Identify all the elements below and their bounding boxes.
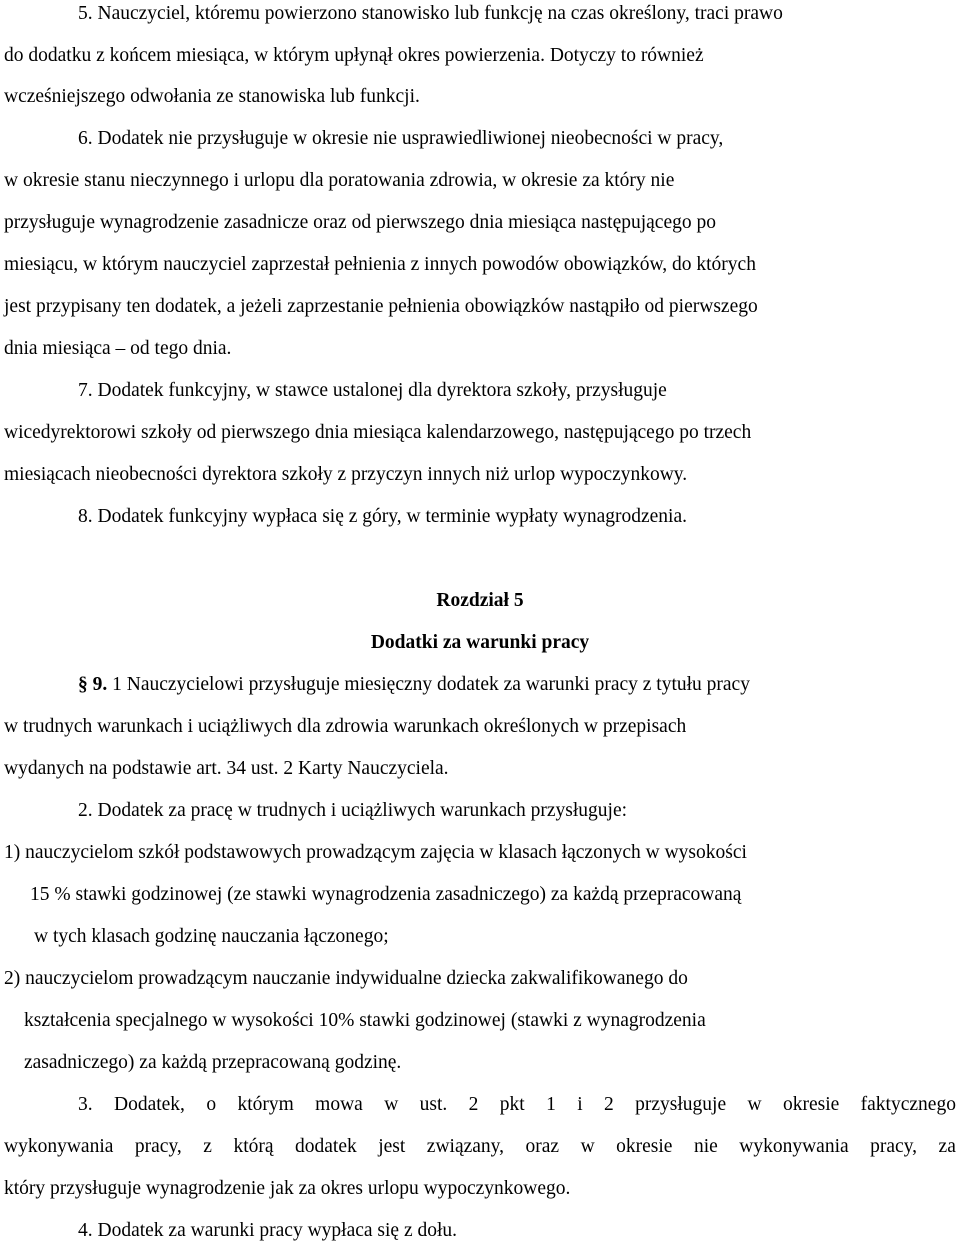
- paragraph-6-line-2: w okresie stanu nieczynnego i urlopu dla poratowania zdrowia, w okresie za który nie: [4, 170, 675, 191]
- paragraph-6-line-3: przysługuje wynagrodzenie zasadnicze oraz od pierwszego dnia miesiąca następującego po: [4, 212, 716, 233]
- section-9-mark: § 9.: [78, 674, 108, 695]
- section-9-line-2: w trudnych warunkach i uciążliwych dla zdrowia warunkach określonych w przepisach: [4, 716, 687, 737]
- justified-word: pracy,: [134, 1136, 182, 1157]
- justified-word: okresie: [616, 1136, 673, 1157]
- justified-word: którą: [233, 1136, 274, 1157]
- justified-word: 1: [546, 1094, 556, 1115]
- list-item-1-line-3: w tych klasach godzinę nauczania łączonego;: [34, 926, 389, 947]
- justified-word: w: [747, 1094, 762, 1115]
- section-9-line-1: [78, 673, 750, 697]
- paragraph-7-line-2: wicedyrektorowi szkoły od pierwszego dnia miesiąca kalendarzowego, następującego po trzech: [4, 422, 752, 443]
- chapter-number: Rozdział 5: [436, 590, 524, 611]
- section-9-line-3: wydanych na podstawie art. 34 ust. 2 Karty Nauczyciela.: [4, 758, 449, 779]
- list-item-2-line-1: 2) nauczycielom prowadzącym nauczanie indywidualne dziecka zakwalifikowanego do: [4, 968, 688, 989]
- section-9-point-3-line-1: [78, 1093, 956, 1117]
- paragraph-6-line-5: jest przypisany ten dodatek, a jeżeli zaprzestanie pełnienia obowiązków nastąpiło od pierwszego: [4, 296, 758, 317]
- paragraph-5-line-2: do dodatku z końcem miesiąca, w którym upłynął okres powierzenia. Dotyczy to również: [4, 45, 704, 66]
- justified-word: wykonywania: [739, 1136, 849, 1157]
- justified-word: pracy,: [870, 1136, 918, 1157]
- section-9-point-4: 4. Dodatek za warunki pracy wypłaca się z dołu.: [78, 1220, 458, 1241]
- justified-word: Dodatek,: [114, 1094, 185, 1115]
- justified-word: z: [203, 1136, 212, 1157]
- justified-word: w: [384, 1094, 399, 1115]
- justified-word: w: [580, 1136, 595, 1157]
- list-item-1-line-2: 15 % stawki godzinowej (ze stawki wynagrodzenia zasadniczego) za każdą przepracowaną: [30, 884, 742, 905]
- justified-word: jest: [378, 1136, 406, 1157]
- paragraph-6-line-1: 6. Dodatek nie przysługuje w okresie nie usprawiedliwionej nieobecności w pracy,: [78, 128, 724, 149]
- justified-word: 2: [604, 1094, 614, 1115]
- list-item-1-line-1: 1) nauczycielom szkół podstawowych prowadzącym zajęcia w klasach łączonych w wysokości: [4, 842, 747, 863]
- list-item-2-line-3: zasadniczego) za każdą przepracowaną godzinę.: [24, 1052, 402, 1073]
- justified-word: którym: [237, 1094, 294, 1115]
- justified-word: 2: [468, 1094, 479, 1115]
- paragraph-5-line-1: 5. Nauczyciel, któremu powierzono stanowisko lub funkcję na czas określony, traci prawo: [78, 3, 783, 24]
- paragraph-5-line-3: wcześniejszego odwołania ze stanowiska lub funkcji.: [4, 86, 420, 107]
- paragraph-6-line-6: dnia miesiąca – od tego dnia.: [4, 338, 232, 359]
- justified-word: wykonywania: [4, 1136, 114, 1157]
- justified-word: dodatek: [295, 1136, 357, 1157]
- section-9-point-3-line-3: który przysługuje wynagrodzenie jak za okres urlopu wypoczynkowego.: [4, 1178, 571, 1199]
- justified-word: okresie: [782, 1094, 840, 1115]
- justified-word: 3.: [78, 1094, 93, 1115]
- justified-word: mowa: [315, 1094, 363, 1115]
- justified-word: związany,: [426, 1136, 505, 1157]
- justified-word: przysługuje: [635, 1094, 727, 1115]
- paragraph-7-line-3: miesiącach nieobecności dyrektora szkoły z przyczyn innych niż urlop wypoczynkowy.: [4, 464, 688, 485]
- justified-word: pkt: [499, 1094, 525, 1115]
- list-item-2-line-2: kształcenia specjalnego w wysokości 10% stawki godzinowej (stawki z wynagrodzenia: [24, 1010, 706, 1031]
- justified-word: o: [206, 1094, 217, 1115]
- chapter-title: Dodatki za warunki pracy: [370, 632, 590, 653]
- paragraph-8: 8. Dodatek funkcyjny wypłaca się z góry, w terminie wypłaty wynagrodzenia.: [78, 506, 688, 527]
- paragraph-6-line-4: miesiącu, w którym nauczyciel zaprzestał pełnienia z innych powodów obowiązków, do których: [4, 254, 756, 275]
- justified-word: faktycznego: [860, 1094, 956, 1115]
- justified-word: za: [938, 1136, 956, 1157]
- section-9-point-3-line-2: [4, 1135, 956, 1159]
- paragraph-7-line-1: 7. Dodatek funkcyjny, w stawce ustalonej dla dyrektora szkoły, przysługuje: [78, 380, 667, 401]
- justified-word: oraz: [525, 1136, 560, 1157]
- justified-word: ust.: [419, 1094, 448, 1115]
- justified-word: i: [577, 1094, 583, 1115]
- section-9-point-2: 2. Dodatek za pracę w trudnych i uciążliwych warunkach przysługuje:: [78, 800, 628, 821]
- justified-word: nie: [693, 1136, 718, 1157]
- section-9-text: 1 Nauczycielowi przysługuje miesięczny dodatek za warunki pracy z tytułu pracy: [107, 674, 750, 695]
